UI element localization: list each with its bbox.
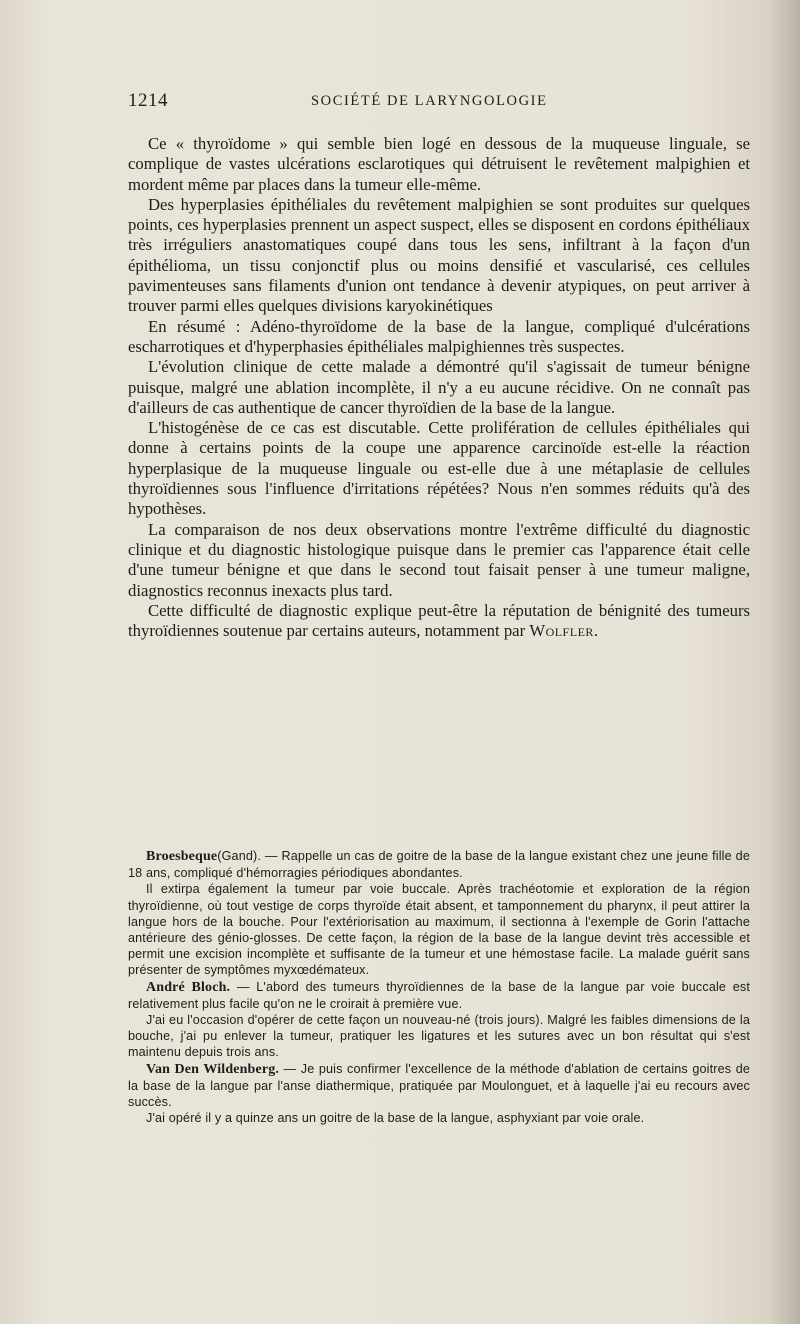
discussion-text: — Je puis confirmer l'excellence de la méthode d'ablation de certains goitres de la base de la langue par l'anse diathermique, pratiquée par Moulonguet, et à laquelle j'ai eu recours avec succès. bbox=[128, 1061, 751, 1110]
discussion-text: — L'abord des tumeurs thyroïdiennes de la base de la langue par voie buccale est relativement plus facile qu'on ne le croirait à première vue. bbox=[128, 979, 750, 1011]
discussion-paragraph: Il extirpa également la tumeur par voie buccale. Après trachéotomie et exploration de la région thyroïdienne, où tout vestige de corps thyroïde était absent, et tamponnement du pharynx, il peut attirer la langue hors de la bouche. Pour l'extériorisation au maximum, il sectionna à l'exemple de Gorin l'attache antérieure des génio-glosses. De cette façon, la région de la base de la langue devint très accessible et permit une excision incomplète et suffisante de la tumeur et une hémostase facile. La malade guérit sans présenter de symptômes myxœdémateux. bbox=[128, 882, 750, 978]
discussion-paragraph: J'ai opéré il y a quinze ans un goitre de la base de la langue, asphyxiant par voie orale. bbox=[146, 1111, 645, 1126]
paragraph: L'évolution clinique de cette malade a démontré qu'il s'agissait de tumeur bénigne puisque, malgré une ablation incomplète, il n'y a eu aucune récidive. On ne connaît pas d'ailleurs de cas authentique de cancer thyroïdien de la base de la langue. bbox=[128, 357, 750, 417]
paragraph: Des hyperplasies épithéliales du revêtement malpighien se sont produites sur quelques points, ces hyperplasies prennent un aspect suspect, elles se disposent en cordons épithéliaux très irréguliers anastomatiques coupé dans tous les sens, infiltrant à la façon d'un épithélioma, un tissu conjonctif plus ou moins densifié et vascularisé, ces cellules pavimenteuses sans filaments d'union ont tendance à devenir atypiques, on peut arriver à trouver parmi elles quelques divisions karyokinétiques bbox=[128, 194, 750, 316]
page-number: 1214 bbox=[128, 90, 168, 111]
paragraph: La comparaison de nos deux observations montre l'extrême difficulté du diagnostic clinique et du diagnostic histologique puisque dans le premier cas l'apparence était celle d'une tumeur bénigne et que dans le second tout faisait penser à une tumeur maligne, diagnostics reconnus inexacts plus tard. bbox=[128, 519, 750, 600]
paragraph: Ce « thyroïdome » qui semble bien logé en dessous de la muqueuse linguale, se complique de vastes ulcérations esclarotiques qui détruisent le revêtement malpighien et mordent même par places dans la tumeur elle-même. bbox=[128, 134, 750, 194]
paragraph-last bbox=[128, 601, 750, 642]
discussion-paragraph bbox=[128, 979, 750, 1012]
discussion-paragraph: J'ai eu l'occasion d'opérer de cette façon un nouveau-né (trois jours). Malgré les faibles dimensions de la bouche, j'ai pu enlever la tumeur, pratiquer les ligatures et les sutures avec un bon résultat qui s'est maintenu depuis trois ans. bbox=[128, 1013, 750, 1060]
paragraph: L'histogénèse de ce cas est discutable. Cette prolifération de cellules épithéliales qui donne à certains points de la coupe une apparence carcinoïde est-elle la réaction hyperplasique de la muqueuse linguale ou est-elle due à une métaplasie de cellules thyroïdiennes sous l'influence d'irritations répétées? Nous n'en sommes réduits qu'à des hypothèses. bbox=[128, 418, 750, 519]
paragraph: En résumé : Adéno-thyroïdome de la base de la langue, compliqué d'ulcérations escharrotiques et d'hyperphasies épithéliales malpighiennes très suspectes. bbox=[128, 316, 750, 356]
running-title: SOCIÉTÉ DE LARYNGOLOGIE bbox=[311, 93, 548, 109]
paragraph-text: Cette difficulté de diagnostic explique peut-être la réputation de bénignité des tumeurs thyroïdiennes soutenue par certains auteurs, notamment par bbox=[128, 600, 750, 641]
discussion-paragraph bbox=[128, 1061, 750, 1111]
cited-author: Wolfler. bbox=[529, 621, 599, 641]
page-header bbox=[128, 90, 758, 118]
discussion-section bbox=[128, 848, 750, 1126]
speaker-name: Van Den Wildenberg. bbox=[146, 1061, 280, 1077]
speaker-name: Broesbeque bbox=[146, 849, 218, 864]
discussion-text: (Gand). — Rappelle un cas de goitre de la base de la langue existant chez une jeune fille de 18 ans, compliqué d'hémorragies périodiques abondantes. bbox=[128, 849, 750, 881]
main-text bbox=[128, 134, 750, 641]
speaker-name: André Bloch. bbox=[146, 979, 231, 995]
discussion-paragraph bbox=[128, 848, 750, 881]
